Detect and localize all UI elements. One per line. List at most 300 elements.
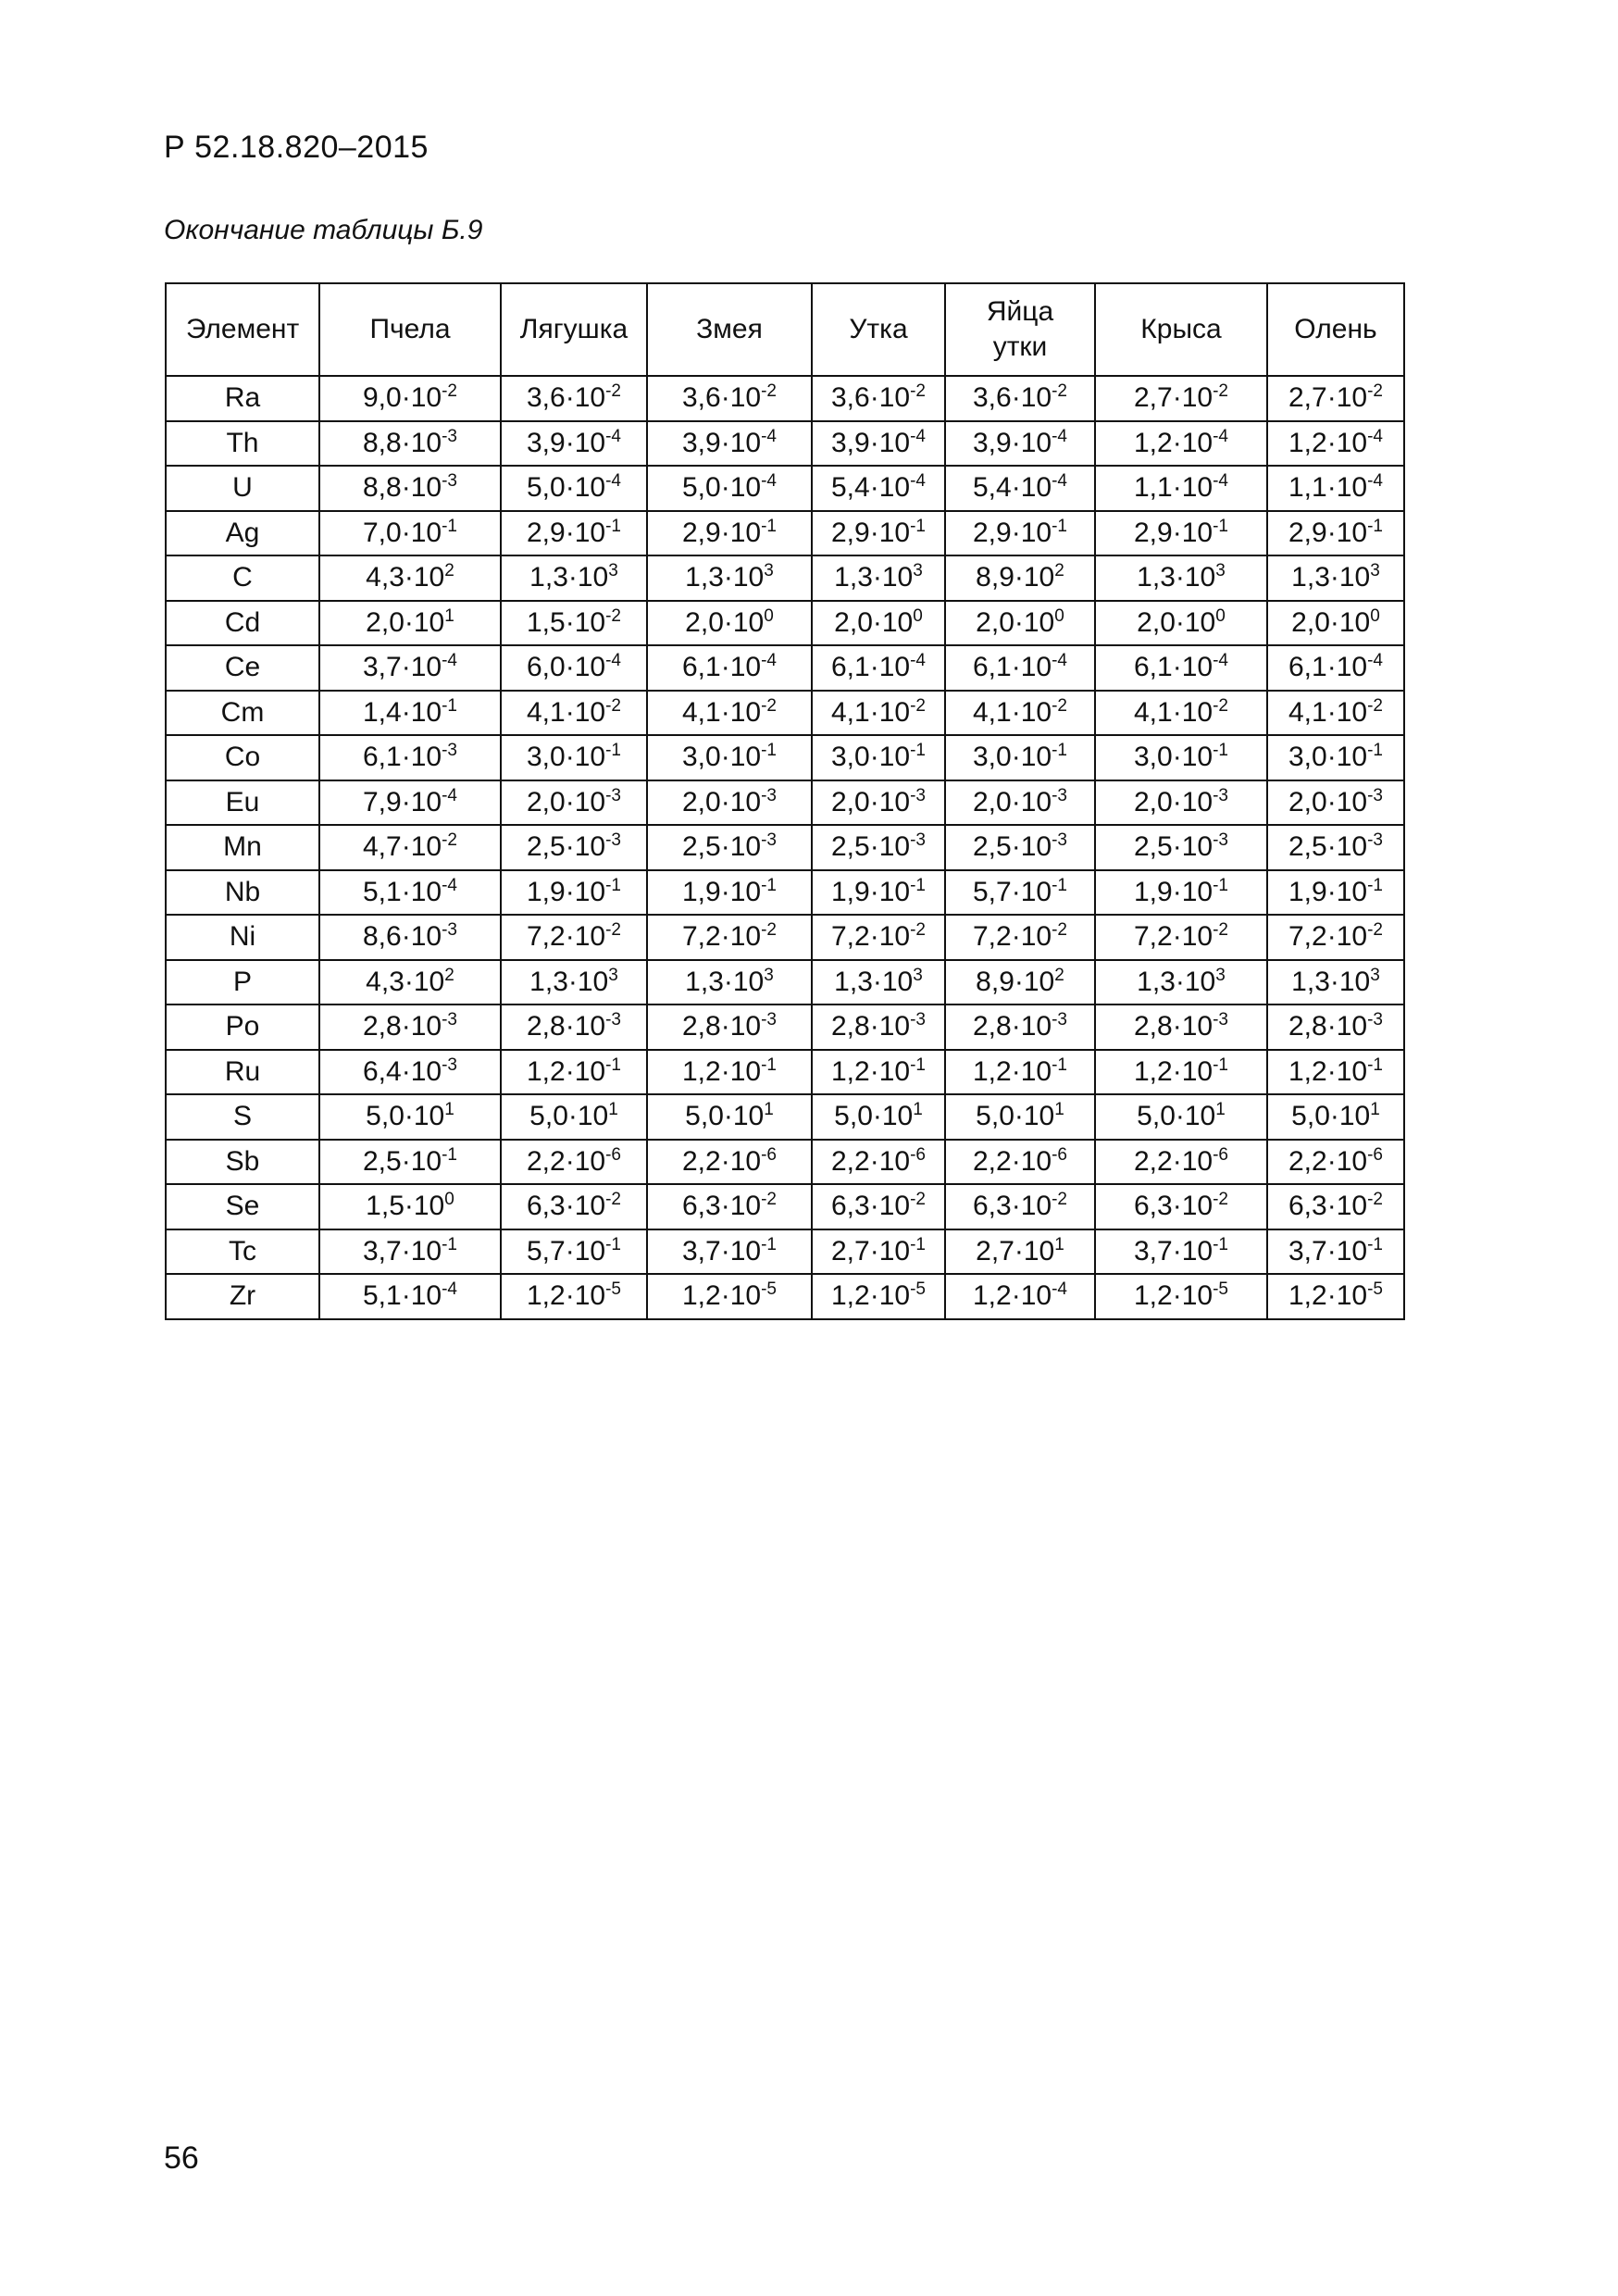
value-cell: $1,3\cdot 10^3$	[647, 960, 812, 1005]
exponent: -1	[910, 875, 926, 895]
value-cell: $5,7\cdot 10^{-1}$	[501, 1229, 647, 1275]
value-cell: $2,7\cdot 10^{-2}$	[1267, 376, 1404, 421]
value-cell: $2,0\cdot 10^{-3}$	[812, 780, 945, 826]
element-cell: Ce	[166, 645, 319, 691]
element-cell: Eu	[166, 780, 319, 826]
exponent: -1	[1052, 875, 1067, 895]
value-cell: $3,0\cdot 10^{-1}$	[501, 735, 647, 780]
exponent: -4	[1367, 651, 1383, 671]
value-cell: $3,6\cdot 10^{-2}$	[812, 376, 945, 421]
exponent: -1	[605, 875, 621, 895]
exponent: -4	[605, 651, 621, 671]
value-cell: $2,0\cdot 10^0$	[1095, 601, 1267, 646]
value-cell: $1,3\cdot 10^3$	[501, 960, 647, 1005]
value-cell: $2,8\cdot 10^{-3}$	[501, 1004, 647, 1050]
value-cell: $3,9\cdot 10^{-4}$	[812, 421, 945, 467]
value-cell: $5,0\cdot 10^1$	[647, 1094, 812, 1140]
exponent: 1	[1054, 1234, 1064, 1254]
exponent: 0	[1370, 605, 1380, 626]
value-cell: $1,2\cdot 10^{-5}$	[1267, 1274, 1404, 1319]
value-cell: $6,3\cdot 10^{-2}$	[812, 1184, 945, 1229]
exponent: 3	[1370, 561, 1380, 581]
value-cell: $1,2\cdot 10^{-5}$	[501, 1274, 647, 1319]
exponent: -2	[1213, 381, 1228, 402]
value-cell: $8,6\cdot 10^{-3}$	[319, 915, 501, 960]
exponent: -3	[1052, 1010, 1067, 1030]
value-cell: $1,2\cdot 10^{-4}$	[1095, 421, 1267, 467]
value-cell: $1,1\cdot 10^{-4}$	[1267, 466, 1404, 511]
element-cell: Co	[166, 735, 319, 780]
table-row	[166, 1140, 1404, 1185]
exponent: -4	[1052, 1279, 1067, 1300]
value-cell: $4,3\cdot 10^2$	[319, 555, 501, 601]
value-cell: $5,0\cdot 10^1$	[1095, 1094, 1267, 1140]
column-header: Утка	[812, 283, 945, 376]
element-cell: Zr	[166, 1274, 319, 1319]
value-cell: $3,7\cdot 10^{-4}$	[319, 645, 501, 691]
exponent: -2	[442, 381, 457, 402]
value-cell: $2,5\cdot 10^{-3}$	[812, 825, 945, 870]
exponent: -3	[761, 830, 777, 851]
value-cell: $5,0\cdot 10^{-4}$	[647, 466, 812, 511]
value-cell: $5,0\cdot 10^1$	[319, 1094, 501, 1140]
value-cell: $2,8\cdot 10^{-3}$	[1095, 1004, 1267, 1050]
exponent: -4	[1213, 651, 1228, 671]
value-cell: $5,0\cdot 10^1$	[501, 1094, 647, 1140]
value-cell: $3,0\cdot 10^{-1}$	[647, 735, 812, 780]
exponent: -3	[605, 1010, 621, 1030]
element-cell: Tc	[166, 1229, 319, 1275]
exponent: -1	[605, 516, 621, 536]
value-cell: $3,9\cdot 10^{-4}$	[647, 421, 812, 467]
value-cell: $7,2\cdot 10^{-2}$	[1267, 915, 1404, 960]
exponent: 3	[1370, 965, 1380, 985]
value-cell: $7,2\cdot 10^{-2}$	[945, 915, 1095, 960]
exponent: -1	[1052, 1054, 1067, 1075]
exponent: -2	[605, 1190, 621, 1210]
exponent: -3	[442, 1010, 457, 1030]
exponent: -3	[1367, 830, 1383, 851]
exponent: 0	[764, 605, 774, 626]
table-body	[166, 376, 1404, 1319]
exponent: -1	[761, 875, 777, 895]
element-cell: Ag	[166, 511, 319, 556]
exponent: 2	[1054, 561, 1064, 581]
exponent: -2	[1052, 381, 1067, 402]
table-row	[166, 1094, 1404, 1140]
value-cell: $1,3\cdot 10^3$	[1095, 960, 1267, 1005]
value-cell: $6,3\cdot 10^{-2}$	[501, 1184, 647, 1229]
value-cell: $1,2\cdot 10^{-5}$	[647, 1274, 812, 1319]
element-cell: Ni	[166, 915, 319, 960]
column-header: Элемент	[166, 283, 319, 376]
exponent: -3	[761, 1010, 777, 1030]
value-cell: $1,1\cdot 10^{-4}$	[1095, 466, 1267, 511]
column-header: Лягушка	[501, 283, 647, 376]
value-cell: $1,2\cdot 10^{-1}$	[1267, 1050, 1404, 1095]
table-row	[166, 735, 1404, 780]
column-header: Змея	[647, 283, 812, 376]
exponent: -2	[761, 381, 777, 402]
table-row	[166, 915, 1404, 960]
column-header: Крыса	[1095, 283, 1267, 376]
value-cell: $2,8\cdot 10^{-3}$	[1267, 1004, 1404, 1050]
value-cell: $2,5\cdot 10^{-1}$	[319, 1140, 501, 1185]
exponent: -3	[1213, 830, 1228, 851]
exponent: -5	[761, 1279, 777, 1300]
element-cell: U	[166, 466, 319, 511]
exponent: -2	[910, 381, 926, 402]
exponent: -3	[1367, 1010, 1383, 1030]
exponent: -6	[910, 1144, 926, 1165]
value-cell: $6,4\cdot 10^{-3}$	[319, 1050, 501, 1095]
exponent: -3	[910, 785, 926, 805]
exponent: -2	[1052, 695, 1067, 716]
element-cell: Cm	[166, 691, 319, 736]
exponent: -1	[761, 1054, 777, 1075]
exponent: 1	[608, 1100, 618, 1120]
exponent: -2	[1367, 920, 1383, 941]
value-cell: $1,5\cdot 10^0$	[319, 1184, 501, 1229]
exponent: -1	[910, 516, 926, 536]
value-cell: $1,9\cdot 10^{-1}$	[501, 870, 647, 916]
exponent: -4	[605, 426, 621, 446]
exponent: -2	[605, 920, 621, 941]
value-cell: $6,3\cdot 10^{-2}$	[647, 1184, 812, 1229]
table-caption: Окончание таблицы Б.9	[164, 215, 483, 245]
column-header: Олень	[1267, 283, 1404, 376]
value-cell: $4,1\cdot 10^{-2}$	[1095, 691, 1267, 736]
value-cell: $3,9\cdot 10^{-4}$	[501, 421, 647, 467]
value-cell: $2,0\cdot 10^0$	[812, 601, 945, 646]
value-cell: $2,7\cdot 10^1$	[945, 1229, 1095, 1275]
exponent: -6	[1213, 1144, 1228, 1165]
exponent: 0	[444, 1190, 454, 1210]
table-row	[166, 780, 1404, 826]
value-cell: $7,2\cdot 10^{-2}$	[501, 915, 647, 960]
value-cell: $3,0\cdot 10^{-1}$	[812, 735, 945, 780]
value-cell: $1,2\cdot 10^{-4}$	[1267, 421, 1404, 467]
exponent: -3	[605, 830, 621, 851]
table-row	[166, 1274, 1404, 1319]
value-cell: $4,7\cdot 10^{-2}$	[319, 825, 501, 870]
value-cell: $1,2\cdot 10^{-5}$	[1095, 1274, 1267, 1319]
exponent: -1	[910, 1234, 926, 1254]
value-cell: $1,3\cdot 10^3$	[1267, 960, 1404, 1005]
value-cell: $2,0\cdot 10^{-3}$	[501, 780, 647, 826]
value-cell: $2,5\cdot 10^{-3}$	[945, 825, 1095, 870]
exponent: -1	[442, 695, 457, 716]
exponent: 3	[1215, 965, 1226, 985]
value-cell: $2,0\cdot 10^0$	[1267, 601, 1404, 646]
data-table	[165, 282, 1405, 1320]
exponent: 0	[913, 605, 923, 626]
value-cell: $2,5\cdot 10^{-3}$	[647, 825, 812, 870]
value-cell: $7,2\cdot 10^{-2}$	[647, 915, 812, 960]
exponent: -1	[1367, 741, 1383, 761]
exponent: -1	[1213, 875, 1228, 895]
value-cell: $1,2\cdot 10^{-1}$	[501, 1050, 647, 1095]
exponent: -3	[1052, 830, 1067, 851]
value-cell: $2,2\cdot 10^{-6}$	[501, 1140, 647, 1185]
value-cell: $2,8\cdot 10^{-3}$	[319, 1004, 501, 1050]
exponent: -4	[1213, 426, 1228, 446]
exponent: -6	[761, 1144, 777, 1165]
value-cell: $6,3\cdot 10^{-2}$	[945, 1184, 1095, 1229]
value-cell: $2,0\cdot 10^0$	[945, 601, 1095, 646]
value-cell: $4,1\cdot 10^{-2}$	[812, 691, 945, 736]
value-cell: $4,1\cdot 10^{-2}$	[647, 691, 812, 736]
value-cell: $2,7\cdot 10^{-2}$	[1095, 376, 1267, 421]
exponent: -3	[910, 830, 926, 851]
table-row	[166, 601, 1404, 646]
value-cell: $5,7\cdot 10^{-1}$	[945, 870, 1095, 916]
exponent: 1	[444, 1100, 454, 1120]
value-cell: $1,3\cdot 10^3$	[812, 555, 945, 601]
exponent: -4	[761, 471, 777, 492]
table-row	[166, 1229, 1404, 1275]
element-cell: Mn	[166, 825, 319, 870]
value-cell: $2,2\cdot 10^{-6}$	[812, 1140, 945, 1185]
value-cell: $1,3\cdot 10^3$	[501, 555, 647, 601]
value-cell: $7,0\cdot 10^{-1}$	[319, 511, 501, 556]
element-cell: S	[166, 1094, 319, 1140]
exponent: -6	[1367, 1144, 1383, 1165]
value-cell: $2,2\cdot 10^{-6}$	[1267, 1140, 1404, 1185]
value-cell: $1,3\cdot 10^3$	[812, 960, 945, 1005]
exponent: -2	[605, 605, 621, 626]
exponent: -2	[1213, 1190, 1228, 1210]
table-row	[166, 960, 1404, 1005]
value-cell: $2,5\cdot 10^{-3}$	[1267, 825, 1404, 870]
value-cell: $3,7\cdot 10^{-1}$	[647, 1229, 812, 1275]
exponent: -4	[605, 471, 621, 492]
value-cell: $2,9\cdot 10^{-1}$	[501, 511, 647, 556]
value-cell: $1,9\cdot 10^{-1}$	[812, 870, 945, 916]
value-cell: $4,1\cdot 10^{-2}$	[945, 691, 1095, 736]
exponent: -3	[442, 426, 457, 446]
exponent: -1	[761, 516, 777, 536]
exponent: 1	[1054, 1100, 1064, 1120]
value-cell: $2,9\cdot 10^{-1}$	[647, 511, 812, 556]
element-cell: Th	[166, 421, 319, 467]
exponent: -1	[1213, 741, 1228, 761]
value-cell: $1,2\cdot 10^{-1}$	[945, 1050, 1095, 1095]
value-cell: $2,7\cdot 10^{-1}$	[812, 1229, 945, 1275]
value-cell: $4,3\cdot 10^2$	[319, 960, 501, 1005]
exponent: -4	[910, 426, 926, 446]
exponent: -2	[761, 1190, 777, 1210]
table-row	[166, 691, 1404, 736]
exponent: 0	[1215, 605, 1226, 626]
value-cell: $8,9\cdot 10^2$	[945, 555, 1095, 601]
value-cell: $1,2\cdot 10^{-1}$	[647, 1050, 812, 1095]
exponent: -4	[1052, 471, 1067, 492]
value-cell: $3,9\cdot 10^{-4}$	[945, 421, 1095, 467]
value-cell: $6,1\cdot 10^{-4}$	[1095, 645, 1267, 691]
exponent: -3	[1367, 785, 1383, 805]
exponent: 3	[913, 965, 923, 985]
table-row	[166, 825, 1404, 870]
value-cell: $5,4\cdot 10^{-4}$	[945, 466, 1095, 511]
value-cell: $2,0\cdot 10^{-3}$	[945, 780, 1095, 826]
exponent: -1	[1367, 516, 1383, 536]
exponent: -4	[761, 651, 777, 671]
value-cell: $3,7\cdot 10^{-1}$	[319, 1229, 501, 1275]
exponent: -2	[1367, 1190, 1383, 1210]
exponent: 3	[608, 561, 618, 581]
value-cell: $2,5\cdot 10^{-3}$	[501, 825, 647, 870]
exponent: -5	[910, 1279, 926, 1300]
value-cell: $5,0\cdot 10^{-4}$	[501, 466, 647, 511]
value-cell: $2,9\cdot 10^{-1}$	[1267, 511, 1404, 556]
exponent: -4	[442, 785, 457, 805]
table-row	[166, 870, 1404, 916]
exponent: -4	[910, 471, 926, 492]
column-header: Пчела	[319, 283, 501, 376]
value-cell: $2,8\cdot 10^{-3}$	[812, 1004, 945, 1050]
exponent: -4	[1052, 426, 1067, 446]
value-cell: $3,7\cdot 10^{-1}$	[1095, 1229, 1267, 1275]
table-row	[166, 511, 1404, 556]
exponent: -3	[1213, 1010, 1228, 1030]
exponent: -3	[442, 741, 457, 761]
value-cell: $4,1\cdot 10^{-2}$	[501, 691, 647, 736]
table-row	[166, 1184, 1404, 1229]
exponent: 1	[913, 1100, 923, 1120]
element-cell: Po	[166, 1004, 319, 1050]
exponent: -2	[1213, 695, 1228, 716]
exponent: -1	[605, 1054, 621, 1075]
value-cell: $3,6\cdot 10^{-2}$	[945, 376, 1095, 421]
exponent: -1	[605, 1234, 621, 1254]
value-cell: $8,9\cdot 10^2$	[945, 960, 1095, 1005]
value-cell: $1,2\cdot 10^{-5}$	[812, 1274, 945, 1319]
value-cell: $2,5\cdot 10^{-3}$	[1095, 825, 1267, 870]
value-cell: $2,8\cdot 10^{-3}$	[945, 1004, 1095, 1050]
value-cell: $6,1\cdot 10^{-4}$	[945, 645, 1095, 691]
exponent: -2	[1052, 920, 1067, 941]
page-number: 56	[164, 2140, 199, 2176]
exponent: -3	[605, 785, 621, 805]
value-cell: $6,0\cdot 10^{-4}$	[501, 645, 647, 691]
value-cell: $5,1\cdot 10^{-4}$	[319, 1274, 501, 1319]
element-cell: C	[166, 555, 319, 601]
exponent: -6	[605, 1144, 621, 1165]
value-cell: $1,2\cdot 10^{-1}$	[812, 1050, 945, 1095]
value-cell: $1,2\cdot 10^{-4}$	[945, 1274, 1095, 1319]
table-row	[166, 466, 1404, 511]
value-cell: $2,0\cdot 10^{-3}$	[1267, 780, 1404, 826]
exponent: 3	[913, 561, 923, 581]
value-cell: $3,6\cdot 10^{-2}$	[501, 376, 647, 421]
value-cell: $8,8\cdot 10^{-3}$	[319, 466, 501, 511]
exponent: -3	[761, 785, 777, 805]
exponent: 3	[1215, 561, 1226, 581]
exponent: -1	[1367, 875, 1383, 895]
value-cell: $5,0\cdot 10^1$	[1267, 1094, 1404, 1140]
value-cell: $1,9\cdot 10^{-1}$	[1095, 870, 1267, 916]
exponent: -2	[442, 830, 457, 851]
exponent: -3	[910, 1010, 926, 1030]
table-row	[166, 421, 1404, 467]
value-cell: $3,0\cdot 10^{-1}$	[945, 735, 1095, 780]
table-row	[166, 376, 1404, 421]
table-row	[166, 645, 1404, 691]
value-cell: $1,9\cdot 10^{-1}$	[647, 870, 812, 916]
exponent: 1	[1215, 1100, 1226, 1120]
table-row	[166, 1004, 1404, 1050]
exponent: -4	[1213, 471, 1228, 492]
exponent: -2	[910, 695, 926, 716]
exponent: -1	[442, 516, 457, 536]
exponent: -2	[605, 695, 621, 716]
exponent: -1	[1213, 1234, 1228, 1254]
exponent: -1	[910, 741, 926, 761]
exponent: -3	[1052, 785, 1067, 805]
value-cell: $1,3\cdot 10^3$	[1267, 555, 1404, 601]
exponent: 3	[764, 561, 774, 581]
exponent: -3	[442, 1054, 457, 1075]
value-cell: $1,3\cdot 10^3$	[1095, 555, 1267, 601]
value-cell: $3,6\cdot 10^{-2}$	[647, 376, 812, 421]
exponent: -4	[761, 426, 777, 446]
exponent: -4	[910, 651, 926, 671]
exponent: -3	[1213, 785, 1228, 805]
value-cell: $2,0\cdot 10^1$	[319, 601, 501, 646]
exponent: -1	[1367, 1234, 1383, 1254]
value-cell: $1,3\cdot 10^3$	[647, 555, 812, 601]
exponent: -2	[910, 920, 926, 941]
exponent: -2	[605, 381, 621, 402]
exponent: -2	[1367, 695, 1383, 716]
value-cell: $6,1\cdot 10^{-4}$	[812, 645, 945, 691]
exponent: -2	[761, 695, 777, 716]
exponent: -1	[1367, 1054, 1383, 1075]
element-cell: Nb	[166, 870, 319, 916]
exponent: -1	[442, 1144, 457, 1165]
exponent: 1	[764, 1100, 774, 1120]
exponent: -1	[1052, 516, 1067, 536]
value-cell: $7,2\cdot 10^{-2}$	[1095, 915, 1267, 960]
exponent: 1	[444, 605, 454, 626]
value-cell: $6,1\cdot 10^{-3}$	[319, 735, 501, 780]
exponent: -2	[910, 1190, 926, 1210]
element-cell: Se	[166, 1184, 319, 1229]
value-cell: $2,9\cdot 10^{-1}$	[812, 511, 945, 556]
value-cell: $7,9\cdot 10^{-4}$	[319, 780, 501, 826]
value-cell: $3,0\cdot 10^{-1}$	[1267, 735, 1404, 780]
exponent: -1	[1213, 516, 1228, 536]
element-cell: Cd	[166, 601, 319, 646]
exponent: -4	[1052, 651, 1067, 671]
value-cell: $2,2\cdot 10^{-6}$	[945, 1140, 1095, 1185]
exponent: -4	[442, 651, 457, 671]
exponent: -2	[761, 920, 777, 941]
value-cell: $5,0\cdot 10^1$	[812, 1094, 945, 1140]
exponent: -2	[1367, 381, 1383, 402]
value-cell: $5,0\cdot 10^1$	[945, 1094, 1095, 1140]
value-cell: $7,2\cdot 10^{-2}$	[812, 915, 945, 960]
exponent: -4	[442, 875, 457, 895]
exponent: -6	[1052, 1144, 1067, 1165]
exponent: -1	[761, 1234, 777, 1254]
value-cell: $5,1\cdot 10^{-4}$	[319, 870, 501, 916]
exponent: -3	[442, 471, 457, 492]
exponent: 2	[1054, 965, 1064, 985]
exponent: -1	[761, 741, 777, 761]
value-cell: $1,2\cdot 10^{-1}$	[1095, 1050, 1267, 1095]
